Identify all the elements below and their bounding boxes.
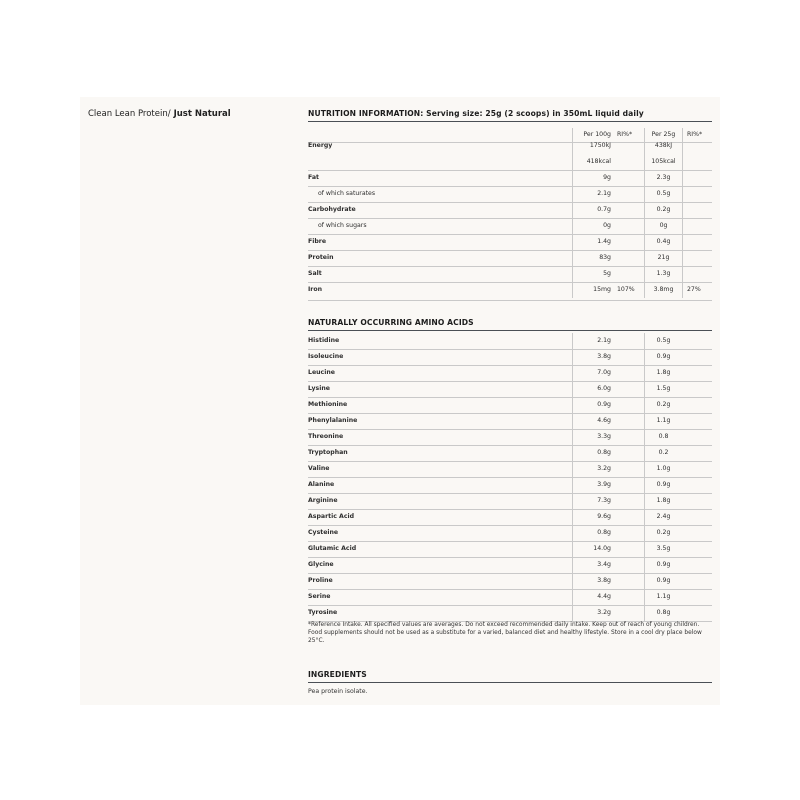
header-per100: Per 100g [572, 128, 614, 142]
amino-per100: 3.3g [572, 429, 614, 445]
nutrient-label: Energy [308, 142, 333, 149]
amino-label: Lysine [308, 385, 330, 392]
nutrient-per25: 0.5g [644, 186, 682, 202]
amino-per25: 1.1g [644, 589, 682, 605]
ingredients-title-rule [308, 682, 712, 683]
amino-per100: 3.8g [572, 349, 614, 365]
amino-per100: 4.6g [572, 413, 614, 429]
amino-per25: 2.4g [644, 509, 682, 525]
nutrient-label: Carbohydrate [308, 206, 356, 213]
amino-per25: 1.1g [644, 413, 682, 429]
nutrient-per100: 83g [572, 250, 614, 266]
nutrient-label: of which sugars [318, 222, 367, 229]
amino-row [308, 461, 712, 478]
ingredients-title: INGREDIENTS [308, 670, 367, 679]
nutrition-row [308, 186, 712, 203]
amino-row [308, 445, 712, 462]
amino-per100: 4.4g [572, 589, 614, 605]
nutrient-per25: 0g [644, 218, 682, 234]
amino-label: Aspartic Acid [308, 513, 355, 520]
nutrition-title-rule [308, 121, 712, 122]
amino-row [308, 365, 712, 382]
amino-row [308, 589, 712, 606]
amino-per100: 3.8g [572, 573, 614, 589]
amino-row [308, 477, 712, 494]
nutrient-per25: 3.8mg [644, 282, 682, 298]
product-name: Clean Lean Protein/ [88, 109, 171, 119]
amino-per100: 6.0g [572, 381, 614, 397]
amino-per100: 3.4g [572, 557, 614, 573]
amino-row [308, 493, 712, 510]
nutrient-ri-per25 [682, 202, 712, 218]
nutrient-ri-per25 [682, 266, 712, 282]
amino-row [308, 413, 712, 430]
amino-per25: 0.9g [644, 573, 682, 589]
nutrient-per25: 438kJ [644, 138, 682, 154]
amino-per100: 0.9g [572, 397, 614, 413]
nutrient-label: Fat [308, 174, 319, 181]
amino-row [308, 541, 712, 558]
nutrient-per25: 0.4g [644, 234, 682, 250]
amino-row [308, 525, 712, 542]
amino-label: Methionine [308, 401, 348, 408]
amino-row [308, 573, 712, 590]
amino-label: Tryptophan [308, 449, 348, 456]
nutrition-row [308, 218, 712, 235]
amino-row [308, 557, 712, 574]
amino-row [308, 349, 712, 366]
nutrient-per100: 418kcal [572, 154, 614, 170]
nutrient-label: Salt [308, 270, 322, 277]
amino-per25: 1.0g [644, 461, 682, 477]
nutrition-row [308, 170, 712, 187]
nutrient-per25: 0.2g [644, 202, 682, 218]
amino-label: Isoleucine [308, 353, 344, 360]
nutrient-per25: 1.3g [644, 266, 682, 282]
amino-row [308, 429, 712, 446]
amino-label: Phenylalanine [308, 417, 358, 424]
amino-per25: 1.5g [644, 381, 682, 397]
amino-label: Valine [308, 465, 330, 472]
nutrition-row [308, 154, 712, 171]
amino-per100: 3.9g [572, 477, 614, 493]
nutrient-per100: 1750kJ [572, 138, 614, 154]
amino-label: Tyrosine [308, 609, 338, 616]
header-ri1: RI%* [617, 131, 633, 138]
amino-per100: 7.0g [572, 365, 614, 381]
amino-per25: 0.5g [644, 333, 682, 349]
amino-per100: 14.0g [572, 541, 614, 557]
amino-per25: 3.5g [644, 541, 682, 557]
amino-per25: 0.8 [644, 429, 682, 445]
amino-label: Alanine [308, 481, 335, 488]
amino-label: Glycine [308, 561, 334, 568]
amino-per25: 1.8g [644, 365, 682, 381]
header-ri2: RI%* [682, 128, 712, 142]
nutrition-row [308, 138, 712, 154]
amino-per25: 0.9g [644, 349, 682, 365]
amino-per25: 0.8g [644, 605, 682, 621]
nutrient-per100: 9g [572, 170, 614, 186]
nutrient-label: of which saturates [318, 190, 376, 197]
nutrient-per100: 15mg [572, 282, 614, 298]
amino-title: NATURALLY OCCURRING AMINO ACIDS [308, 318, 474, 327]
amino-label: Arginine [308, 497, 338, 504]
nutrition-row [308, 234, 712, 251]
amino-per25: 1.8g [644, 493, 682, 509]
amino-per100: 0.8g [572, 445, 614, 461]
amino-label: Proline [308, 577, 333, 584]
nutrient-per100: 1.4g [572, 234, 614, 250]
nutrient-ri-per25 [682, 154, 712, 170]
nutrient-per100: 2.1g [572, 186, 614, 202]
amino-per100: 3.2g [572, 461, 614, 477]
nutrient-label: Protein [308, 254, 334, 261]
amino-row [308, 397, 712, 414]
amino-per100: 0.8g [572, 525, 614, 541]
amino-per25: 0.2g [644, 397, 682, 413]
amino-per25: 0.9g [644, 477, 682, 493]
nutrient-ri-per25 [682, 138, 712, 154]
product-title [88, 109, 231, 119]
amino-per100: 7.3g [572, 493, 614, 509]
ingredients-text: Pea protein isolate. [308, 688, 368, 695]
nutrition-row [308, 202, 712, 219]
nutrient-ri-per25 [682, 218, 712, 234]
nutrient-ri-per25 [682, 186, 712, 202]
nutrient-per25: 21g [644, 250, 682, 266]
nutrient-ri-per25 [682, 170, 712, 186]
nutrient-ri-per25 [682, 250, 712, 266]
nutrient-label: Fibre [308, 238, 327, 245]
nutrition-row [308, 250, 712, 267]
nutrient-ri-per25: 27% [682, 282, 712, 298]
amino-label: Serine [308, 593, 331, 600]
nutrient-ri-per100: 107% [617, 286, 635, 293]
nutrition-column [308, 0, 712, 800]
nutrient-per25: 2.3g [644, 170, 682, 186]
amino-per100: 9.6g [572, 509, 614, 525]
amino-per100: 3.2g [572, 605, 614, 621]
nutrient-per100: 0.7g [572, 202, 614, 218]
footnote: *Reference Intake. All specified values are averages. Do not exceed recommended daily intake. Keep out of reach of young children. Food supplements should not be used as a substitute for a varied, balanced diet and healthy lifestyle. Store in a cool dry place below 25°C. [308, 622, 702, 644]
product-variant: Just Natural [170, 109, 231, 119]
nutrition-title: NUTRITION INFORMATION: Serving size: 25g (2 scoops) in 350mL liquid daily [308, 109, 644, 118]
amino-label: Threonine [308, 433, 344, 440]
amino-title-rule [308, 330, 712, 331]
amino-per25: 0.2 [644, 445, 682, 461]
amino-per100: 2.1g [572, 333, 614, 349]
nutrition-row [308, 282, 712, 301]
amino-label: Glutamic Acid [308, 545, 357, 552]
nutrient-per100: 5g [572, 266, 614, 282]
amino-label: Histidine [308, 337, 340, 344]
amino-row [308, 333, 712, 350]
amino-per25: 0.9g [644, 557, 682, 573]
amino-row [308, 509, 712, 526]
header-per25: Per 25g [644, 128, 682, 142]
nutrient-per25: 105kcal [644, 154, 682, 170]
amino-label: Cysteine [308, 529, 339, 536]
amino-per25: 0.2g [644, 525, 682, 541]
nutrient-label: Iron [308, 286, 323, 293]
nutrient-per100: 0g [572, 218, 614, 234]
amino-label: Leucine [308, 369, 335, 376]
amino-row [308, 605, 712, 622]
nutrient-ri-per25 [682, 234, 712, 250]
nutrition-row [308, 266, 712, 283]
amino-row [308, 381, 712, 398]
